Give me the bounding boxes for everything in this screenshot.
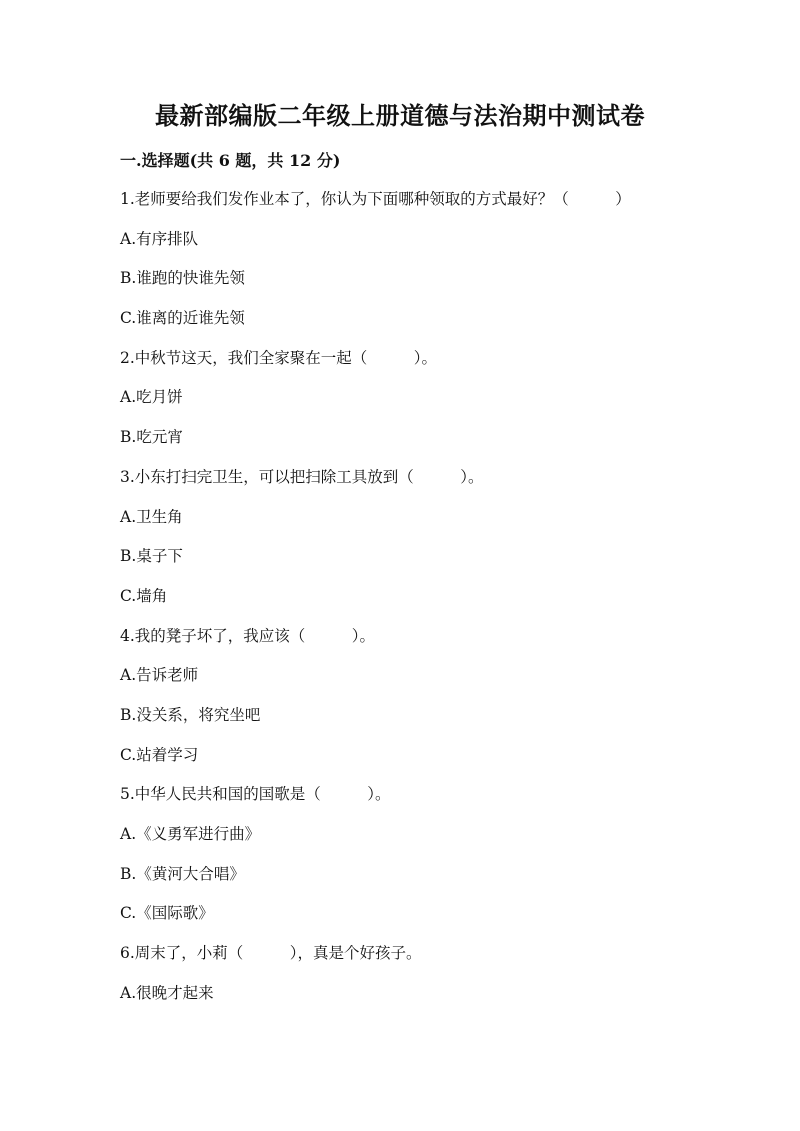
question-5-option-c: C.《国际歌》 (120, 904, 214, 922)
page-title: 最新部编版二年级上册道德与法治期中测试卷 (155, 101, 645, 130)
question-5-option-b: B.《黄河大合唱》 (120, 865, 245, 883)
question-3-option-c: C.墙角 (120, 587, 168, 605)
question-6-option-a: A.很晚才起来 (120, 984, 214, 1002)
question-3-option-b: B.桌子下 (120, 547, 183, 565)
question-2: 2.中秋节这天，我们全家聚在一起（ ）。 (120, 349, 438, 367)
question-6: 6.周末了，小莉（ ），真是个好孩子。 (120, 944, 422, 962)
section-heading: 一.选择题(共 6 题，共 12 分) (120, 151, 341, 170)
question-1-option-a: A.有序排队 (120, 230, 199, 248)
question-2-option-b: B.吃元宵 (120, 428, 183, 446)
question-1: 1.老师要给我们发作业本了，你认为下面哪种领取的方式最好？（ ） (120, 190, 631, 208)
question-5-option-a: A.《义勇军进行曲》 (120, 825, 261, 843)
question-1-option-b: B.谁跑的快谁先领 (120, 269, 245, 287)
question-1-option-c: C.谁离的近谁先领 (120, 309, 245, 327)
question-4-option-b: B.没关系，将究坐吧 (120, 706, 261, 724)
question-3: 3.小东打扫完卫生，可以把扫除工具放到（ ）。 (120, 468, 484, 486)
question-3-option-a: A.卫生角 (120, 508, 183, 526)
question-4: 4.我的凳子坏了，我应该（ ）。 (120, 627, 376, 645)
question-5: 5.中华人民共和国的国歌是（ ）。 (120, 785, 391, 803)
question-4-option-a: A.告诉老师 (120, 666, 199, 684)
question-2-option-a: A.吃月饼 (120, 388, 183, 406)
question-4-option-c: C.站着学习 (120, 746, 199, 764)
